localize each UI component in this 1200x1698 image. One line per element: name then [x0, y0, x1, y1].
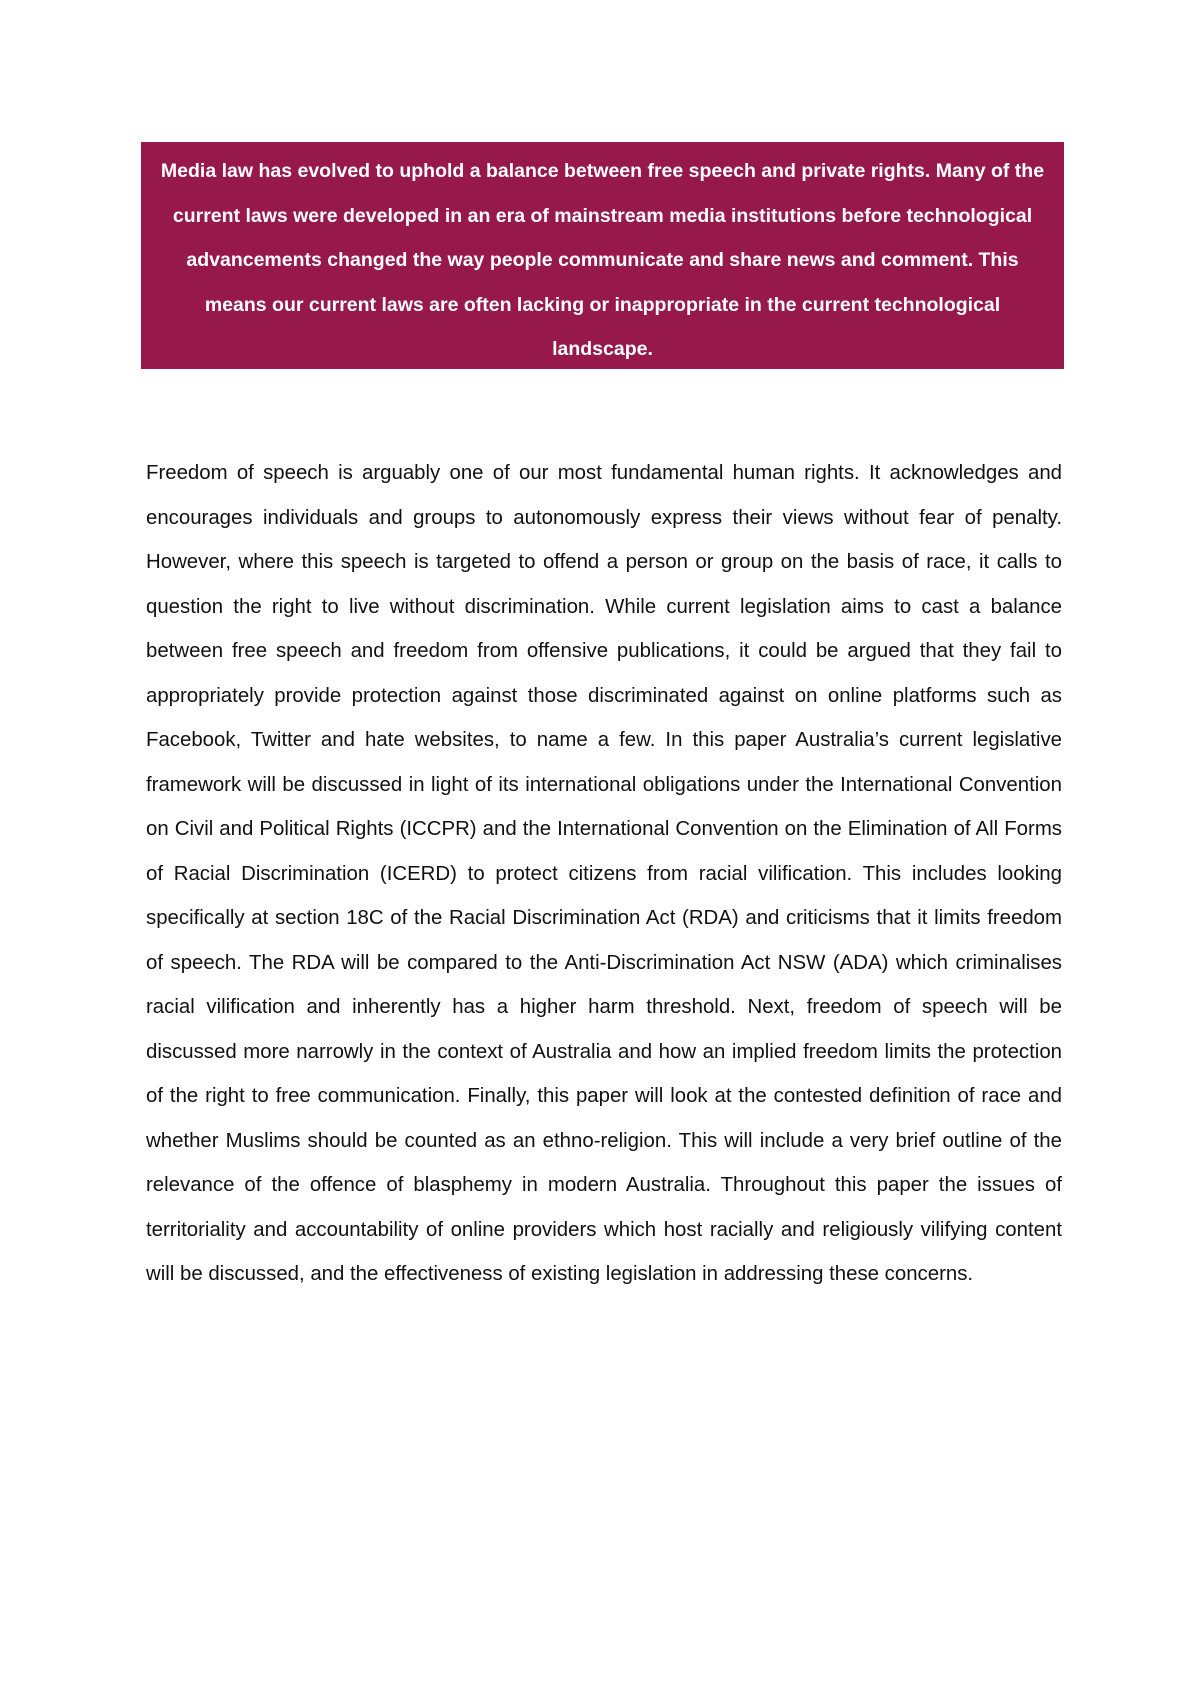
abstract-callout-box: [141, 142, 1064, 369]
body-paragraph: Freedom of speech is arguably one of our most fundamental human rights. It acknowledges and encourages individuals and groups to autonomously express their views without fear of penalty. However, where this speech is targeted to offend a person or group on the basis of race, it calls to question the right to live without discrimination. While current legislation aims to cast a balance between free speech and freedom from offensive publications, it could be argued that they fail to appropriately provide protection against those discriminated against on online platforms such as Facebook, Twitter and hate websites, to name a few. In this paper Australia’s current legislative framework will be discussed in light of its international obligations under the International Convention on Civil and Political Rights (ICCPR) and the International Convention on the Elimination of All Forms of Racial Discrimination (ICERD) to protect citizens from racial vilification. This includes looking specifically at section 18C of the Racial Discrimination Act (RDA) and criticisms that it limits freedom of speech. The RDA will be compared to the Anti-Discrimination Act NSW (ADA) which criminalises racial vilification and inherently has a higher harm threshold. Next, freedom of speech will be discussed more narrowly in the context of Australia and how an implied freedom limits the protection of the right to free communication. Finally, this paper will look at the contested definition of race and whether Muslims should be counted as an ethno-religion. This will include a very brief outline of the relevance of the offence of blasphemy in modern Australia. Throughout this paper the issues of territoriality and accountability of online providers which host racially and religiously vilifying content will be discussed, and the effectiveness of existing legislation in addressing these concerns.: [146, 462, 1062, 1285]
abstract-text: Media law has evolved to uphold a balance between free speech and private rights. Many of the current laws were developed in an era of mainstream media institutions before technological advancements changed the way people communicate and share news and comment. This means our current laws are often lacking or inappropriate in the current technological landscape.: [160, 160, 1045, 361]
